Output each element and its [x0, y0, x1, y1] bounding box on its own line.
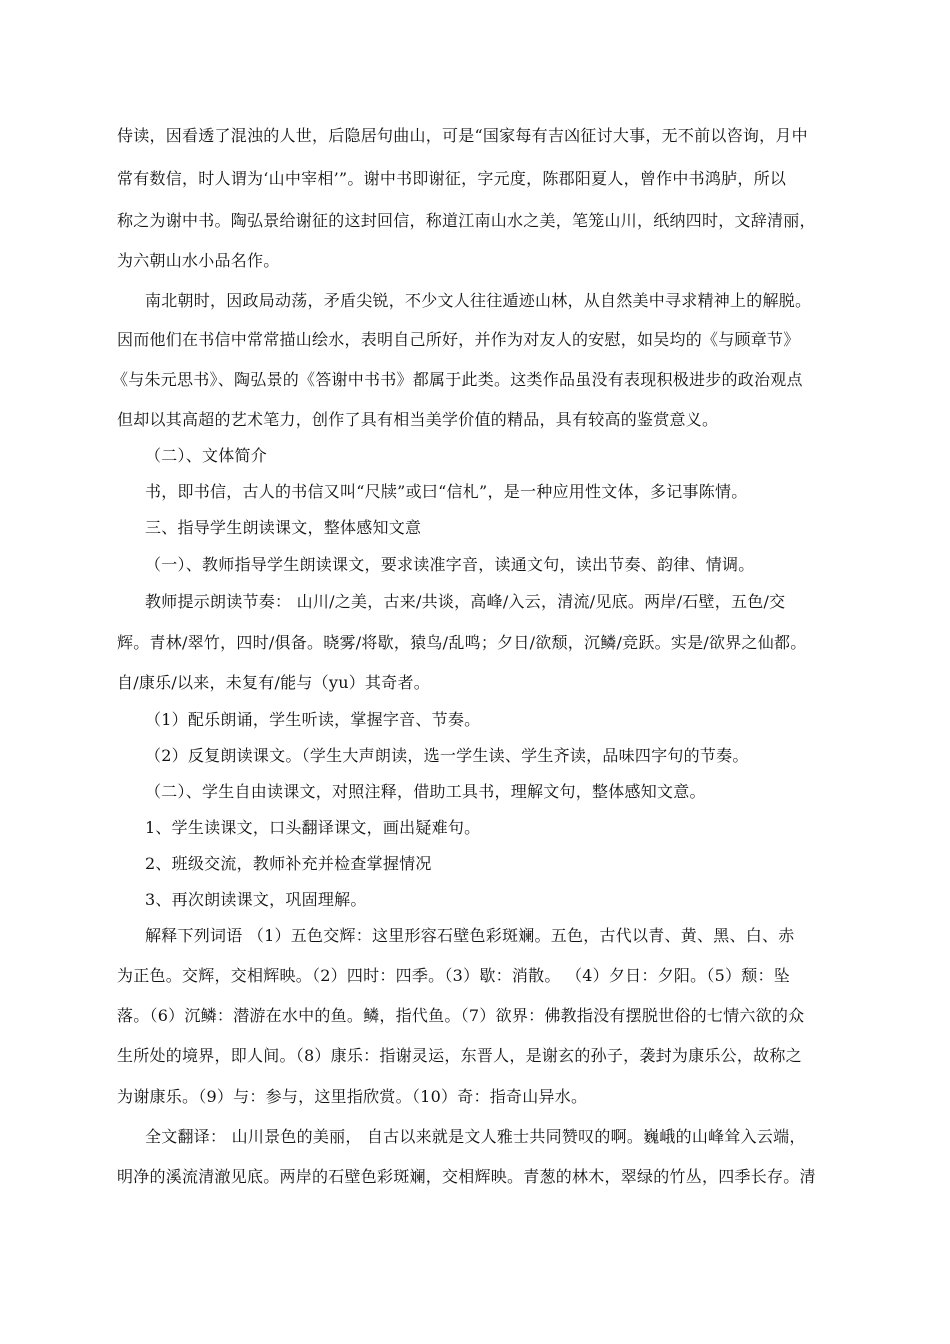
text-line: 解释下列词语 （1）五色交辉：这里形容石壁色彩斑斓。五色，古代以青、黄、黑、白、赤 — [145, 926, 795, 945]
text-line: 书，即书信，古人的书信又叫“尺牍”或曰“信札”，是一种应用性文体，多记事陈情。 — [145, 482, 748, 501]
text-line: 全文翻译： 山川景色的美丽， 自古以来就是文人雅士共同赞叹的啊。巍峨的山峰耸入云端， — [145, 1127, 806, 1146]
text-line: 2、班级交流，教师补充并检查掌握情况 — [145, 854, 432, 873]
text-line: 常有数信，时人谓为‘山中宰相’”。谢中书即谢征，字元度，陈郡阳夏人，曾作中书鸿胪，所以 — [117, 169, 787, 188]
text-line: 但却以其高超的艺术笔力，创作了具有相当美学价值的精品，具有较高的鉴赏意义。 — [117, 410, 719, 429]
text-line: 辉。青林/翠竹，四时/俱备。晓雾/将歇，猿鸟/乱鸣；夕日/欲颓，沉鳞/竞跃。实是/欲界之仙都。 — [117, 633, 807, 652]
text-line: （二）、学生自由读课文，对照注释，借助工具书，理解文句，整体感知文意。 — [145, 782, 706, 801]
text-line: 为谢康乐。（9）与：参与，这里指欣赏。（10）奇：指奇山异水。 — [117, 1087, 588, 1106]
text-line: 南北朝时，因政局动荡，矛盾尖锐，不少文人往往遁迹山林，从自然美中寻求精神上的解脱。 — [145, 291, 812, 310]
text-line: 1、学生读课文，口头翻译课文，画出疑难句。 — [145, 818, 481, 837]
text-line: 侍读，因看透了混浊的人世，后隐居句曲山，可是“国家每有吉凶征讨大事，无不前以咨询，月中 — [117, 126, 808, 145]
text-line: 教师提示朗读节奏： 山川/之美，古来/共谈，高峰/入云，清流/见底。两岸/石壁，五色/交 — [145, 592, 786, 611]
text-line: 生所处的境界，即人间。（8）康乐：指谢灵运，东晋人，是谢玄的孙子，袭封为康乐公，故称之 — [117, 1046, 802, 1065]
text-line: 为正色。交辉，交相辉映。（2）四时：四季。（3）歇：消散。 （4）夕日：夕阳。（5）颓：坠 — [117, 966, 791, 985]
text-line: 为六朝山水小品名作。 — [117, 251, 280, 270]
text-line: 明净的溪流清澈见底。两岸的石壁色彩斑斓，交相辉映。青葱的林木，翠绿的竹丛，四季长存。清 — [117, 1167, 816, 1186]
text-line: 《与朱元思书》、陶弘景的《答谢中书书》都属于此类。这类作品虽没有表现积极进步的政治观点 — [112, 370, 803, 389]
text-line: 自/康乐/以来，未复有/能与（yu）其奇者。 — [117, 673, 431, 692]
text-line: （一）、教师指导学生朗读课文，要求读准字音，读通文句，读出节奏、韵律、情调。 — [145, 555, 755, 574]
section-heading: （二）、文体简介 — [145, 446, 268, 465]
text-line: 因而他们在书信中常常描山绘水，表明自己所好，并作为对友人的安慰，如吴均的《与顾章节》 — [117, 330, 800, 349]
text-line: （2）反复朗读课文。（学生大声朗读，选一学生读、学生齐读，品味四字句的节奏。 — [145, 746, 749, 765]
text-line: 落。（6）沉鳞：潜游在水中的鱼。鳞，指代鱼。（7）欲界：佛教指没有摆脱世俗的七情六欲的众 — [117, 1006, 805, 1025]
section-heading: 三、指导学生朗读课文，整体感知文意 — [145, 518, 422, 537]
text-line: （1）配乐朗诵，学生听读，掌握字音、节奏。 — [145, 710, 481, 729]
text-line: 3、再次朗读课文，巩固理解。 — [145, 890, 367, 909]
text-line: 称之为谢中书。陶弘景给谢征的这封回信，称道江南山水之美，笔笼山川，纸纳四时，文辞清丽， — [117, 211, 816, 230]
